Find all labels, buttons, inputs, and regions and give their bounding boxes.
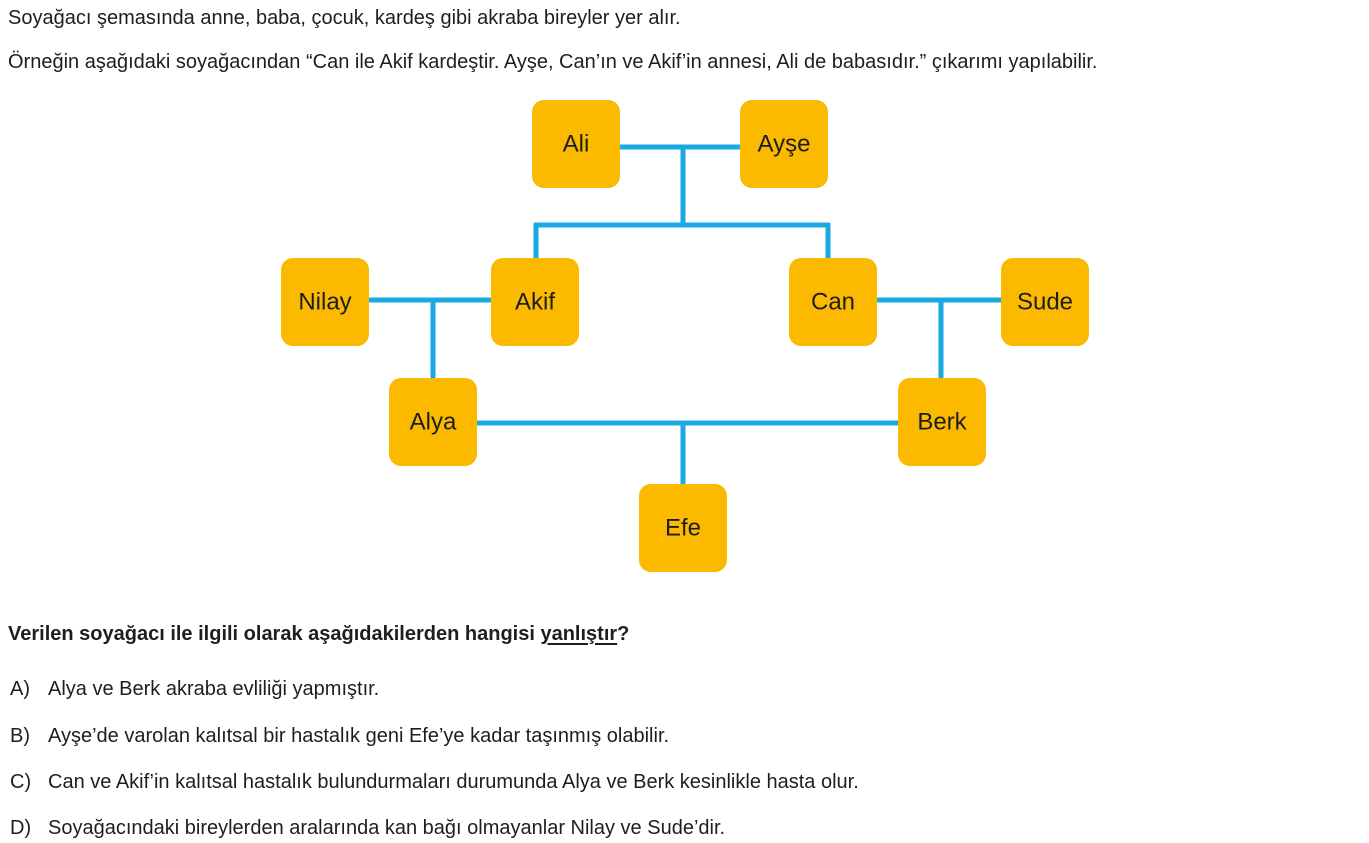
node-ali <box>532 100 620 188</box>
option-a[interactable] <box>10 677 379 701</box>
option-c-letter: C) <box>10 771 32 793</box>
node-nilay <box>281 258 369 346</box>
node-sude <box>1001 258 1089 346</box>
node-label-can: Can <box>810 288 856 316</box>
option-b-letter: B) <box>10 725 30 747</box>
node-can <box>789 258 877 346</box>
option-c-text: Can ve Akif’in kalıtsal hastalık bulundurmaları durumunda Alya ve Berk kesinlikle hasta olur. <box>48 771 859 793</box>
option-b[interactable] <box>10 724 669 748</box>
question-text-before: Verilen soyağacı ile ilgili olarak aşağıdakilerden hangisi <box>8 623 541 645</box>
node-label-sude: Sude <box>1016 288 1074 316</box>
option-c[interactable] <box>10 770 859 794</box>
node-efe <box>639 484 727 572</box>
intro-text-2: Örneğin aşağıdaki soyağacından “Can ile Akif kardeştir. Ayşe, Can’ın ve Akif’in annesi, Ali de babasıdır.” çıkarımı yapılabilir. <box>8 51 1098 73</box>
node-berk <box>898 378 986 466</box>
node-akif <box>491 258 579 346</box>
option-d-text: Soyağacındaki bireylerden aralarında kan bağı olmayanlar Nilay ve Sude’dir. <box>48 817 726 839</box>
node-label-ayse: Ayşe <box>757 130 811 158</box>
node-label-nilay: Nilay <box>298 288 352 316</box>
node-label-ali: Ali <box>562 130 590 158</box>
option-a-letter: A) <box>10 678 30 700</box>
intro-text-1: Soyağacı şemasında anne, baba, çocuk, kardeş gibi akraba bireyler yer alır. <box>8 7 681 29</box>
question-underlined-word: yanlıştır <box>540 623 618 645</box>
node-label-alya: Alya <box>409 408 457 436</box>
node-label-akif: Akif <box>514 288 556 316</box>
node-ayse <box>740 100 828 188</box>
node-label-berk: Berk <box>917 408 967 436</box>
node-alya <box>389 378 477 466</box>
option-a-text: Alya ve Berk akraba evliliği yapmıştır. <box>48 678 380 700</box>
node-label-efe: Efe <box>664 514 702 542</box>
option-b-text: Ayşe’de varolan kalıtsal bir hastalık geni Efe’ye kadar taşınmış olabilir. <box>48 725 670 747</box>
option-d[interactable] <box>10 816 725 840</box>
question-text-after: ? <box>617 623 630 645</box>
question-text <box>8 622 629 646</box>
option-d-letter: D) <box>10 817 32 839</box>
